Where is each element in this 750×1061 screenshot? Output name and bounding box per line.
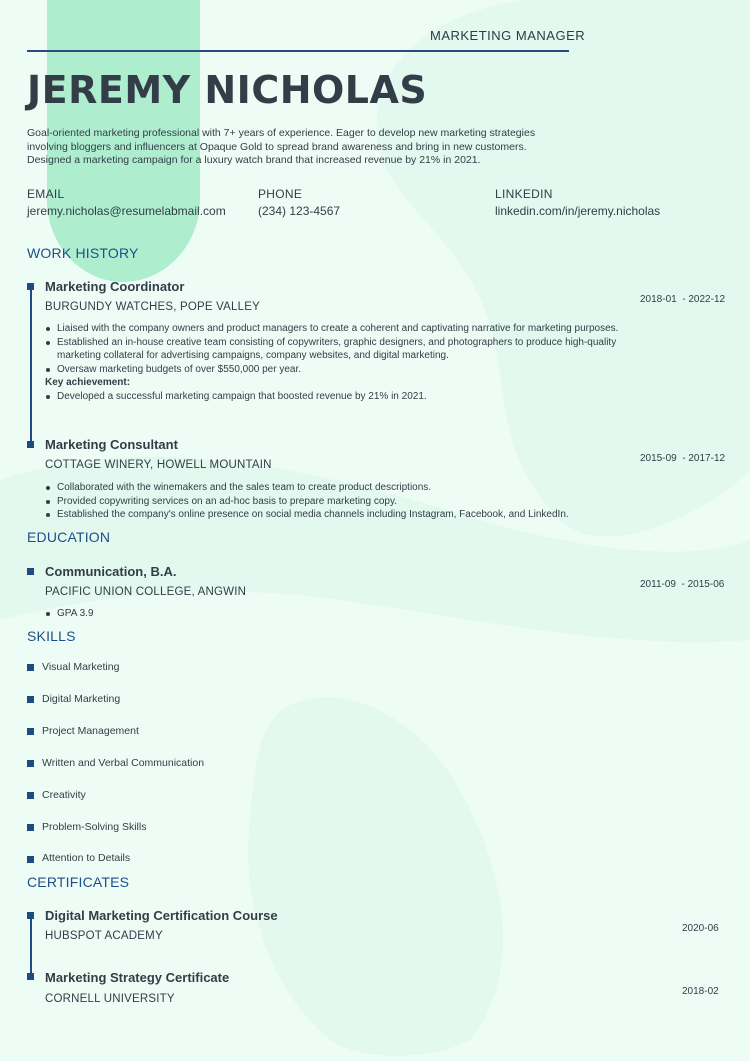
list-item: Developed a successful marketing campaign that boosted revenue by 21% in 2021. — [45, 390, 620, 404]
header-divider — [27, 50, 569, 52]
certificate-name-2: Marketing Strategy Certificate — [45, 970, 230, 985]
certificate-issuer-2: CORNELL UNIVERSITY — [45, 993, 175, 1005]
certificate-issuer-1: HUBSPOT ACADEMY — [45, 930, 163, 942]
linkedin-value[interactable]: linkedin.com/in/jeremy.nicholas — [495, 204, 661, 218]
contact-linkedin — [495, 187, 660, 218]
timeline-line — [30, 912, 32, 977]
phone-label: PHONE — [258, 187, 303, 201]
skill-marker — [27, 856, 34, 863]
education-school: PACIFIC UNION COLLEGE, ANGWIN — [45, 586, 247, 598]
timeline-line — [30, 283, 32, 447]
timeline-marker — [27, 441, 34, 448]
skill-marker — [27, 728, 34, 735]
job-company-1: BURGUNDY WATCHES, POPE VALLEY — [45, 301, 260, 313]
section-title-work-history: WORK HISTORY — [27, 245, 139, 261]
skill-item: Digital Marketing — [42, 693, 121, 705]
skill-marker — [27, 696, 34, 703]
job-company-2: COTTAGE WINERY, HOWELL MOUNTAIN — [45, 459, 272, 471]
skill-item: Visual Marketing — [42, 661, 120, 673]
key-achievement-label: Key achievement: — [45, 377, 131, 388]
timeline-marker — [27, 912, 34, 919]
job-title: MARKETING MANAGER — [430, 28, 586, 43]
email-value[interactable]: jeremy.nicholas@resumelabmail.com — [27, 204, 226, 218]
job-title-2: Marketing Consultant — [45, 437, 178, 452]
job-bullets-2 — [45, 481, 620, 522]
certificate-date-1: 2020-06 — [682, 923, 719, 934]
skill-item: Written and Verbal Communication — [42, 757, 205, 769]
skill-item: Attention to Details — [42, 852, 131, 864]
list-item: Established the company's online presence on social media channels including Instagram, Facebook, and LinkedIn. — [45, 508, 620, 522]
education-degree: Communication, B.A. — [45, 564, 177, 579]
list-item: Provided copywriting services on an ad-hoc basis to prepare marketing copy. — [45, 495, 620, 509]
skill-marker — [27, 760, 34, 767]
skill-item: Problem-Solving Skills — [42, 821, 147, 833]
job-dates-2: 2015-09 - 2017-12 — [640, 453, 726, 464]
skill-marker — [27, 824, 34, 831]
section-title-certificates: CERTIFICATES — [27, 874, 130, 890]
contact-email — [27, 187, 226, 218]
list-item: Collaborated with the winemakers and the sales team to create product descriptions. — [45, 481, 620, 495]
skill-marker — [27, 792, 34, 799]
section-title-education: EDUCATION — [27, 529, 111, 545]
timeline-marker — [27, 283, 34, 290]
list-item: Oversaw marketing budgets of over $550,000 per year. — [45, 363, 620, 377]
candidate-name: JEREMY NICHOLAS — [27, 68, 428, 112]
job-bullets-1 — [45, 322, 620, 403]
list-item: Liaised with the company owners and product managers to create a coherent and captivating narrative for marketing purposes. — [45, 322, 620, 336]
skill-marker — [27, 664, 34, 671]
list-item: Established an in-house creative team consisting of copywriters, graphic designers, and photographers to produce high-quality marketing collateral for advertising campaigns, company websites, and digital marketing. — [45, 336, 620, 363]
skill-item: Creativity — [42, 789, 86, 801]
job-title-1: Marketing Coordinator — [45, 279, 185, 294]
email-label: EMAIL — [27, 187, 65, 201]
timeline-marker — [27, 973, 34, 980]
education-dates: 2011-09 - 2015-06 — [640, 579, 725, 590]
phone-value[interactable]: (234) 123-4567 — [258, 204, 341, 218]
job-dates-1: 2018-01 - 2022-12 — [640, 294, 726, 305]
contact-phone — [258, 187, 340, 218]
skill-item: Project Management — [42, 725, 139, 737]
section-title-skills: SKILLS — [27, 628, 76, 644]
list-item: GPA 3.9 — [45, 607, 620, 621]
timeline-marker — [27, 568, 34, 575]
education-bullets — [45, 607, 620, 621]
linkedin-label: LINKEDIN — [495, 187, 553, 201]
certificate-date-2: 2018-02 — [682, 986, 719, 997]
summary-text: Goal-oriented marketing professional with 7+ years of experience. Eager to develop new marketing strategies involving bloggers and influencers at Opaque Gold to spread brand awareness and bring in new customers. Designed a marketing campaign for a luxury watch brand that increased revenue by 21% in 2021. — [27, 127, 536, 166]
certificate-name-1: Digital Marketing Certification Course — [45, 908, 278, 923]
